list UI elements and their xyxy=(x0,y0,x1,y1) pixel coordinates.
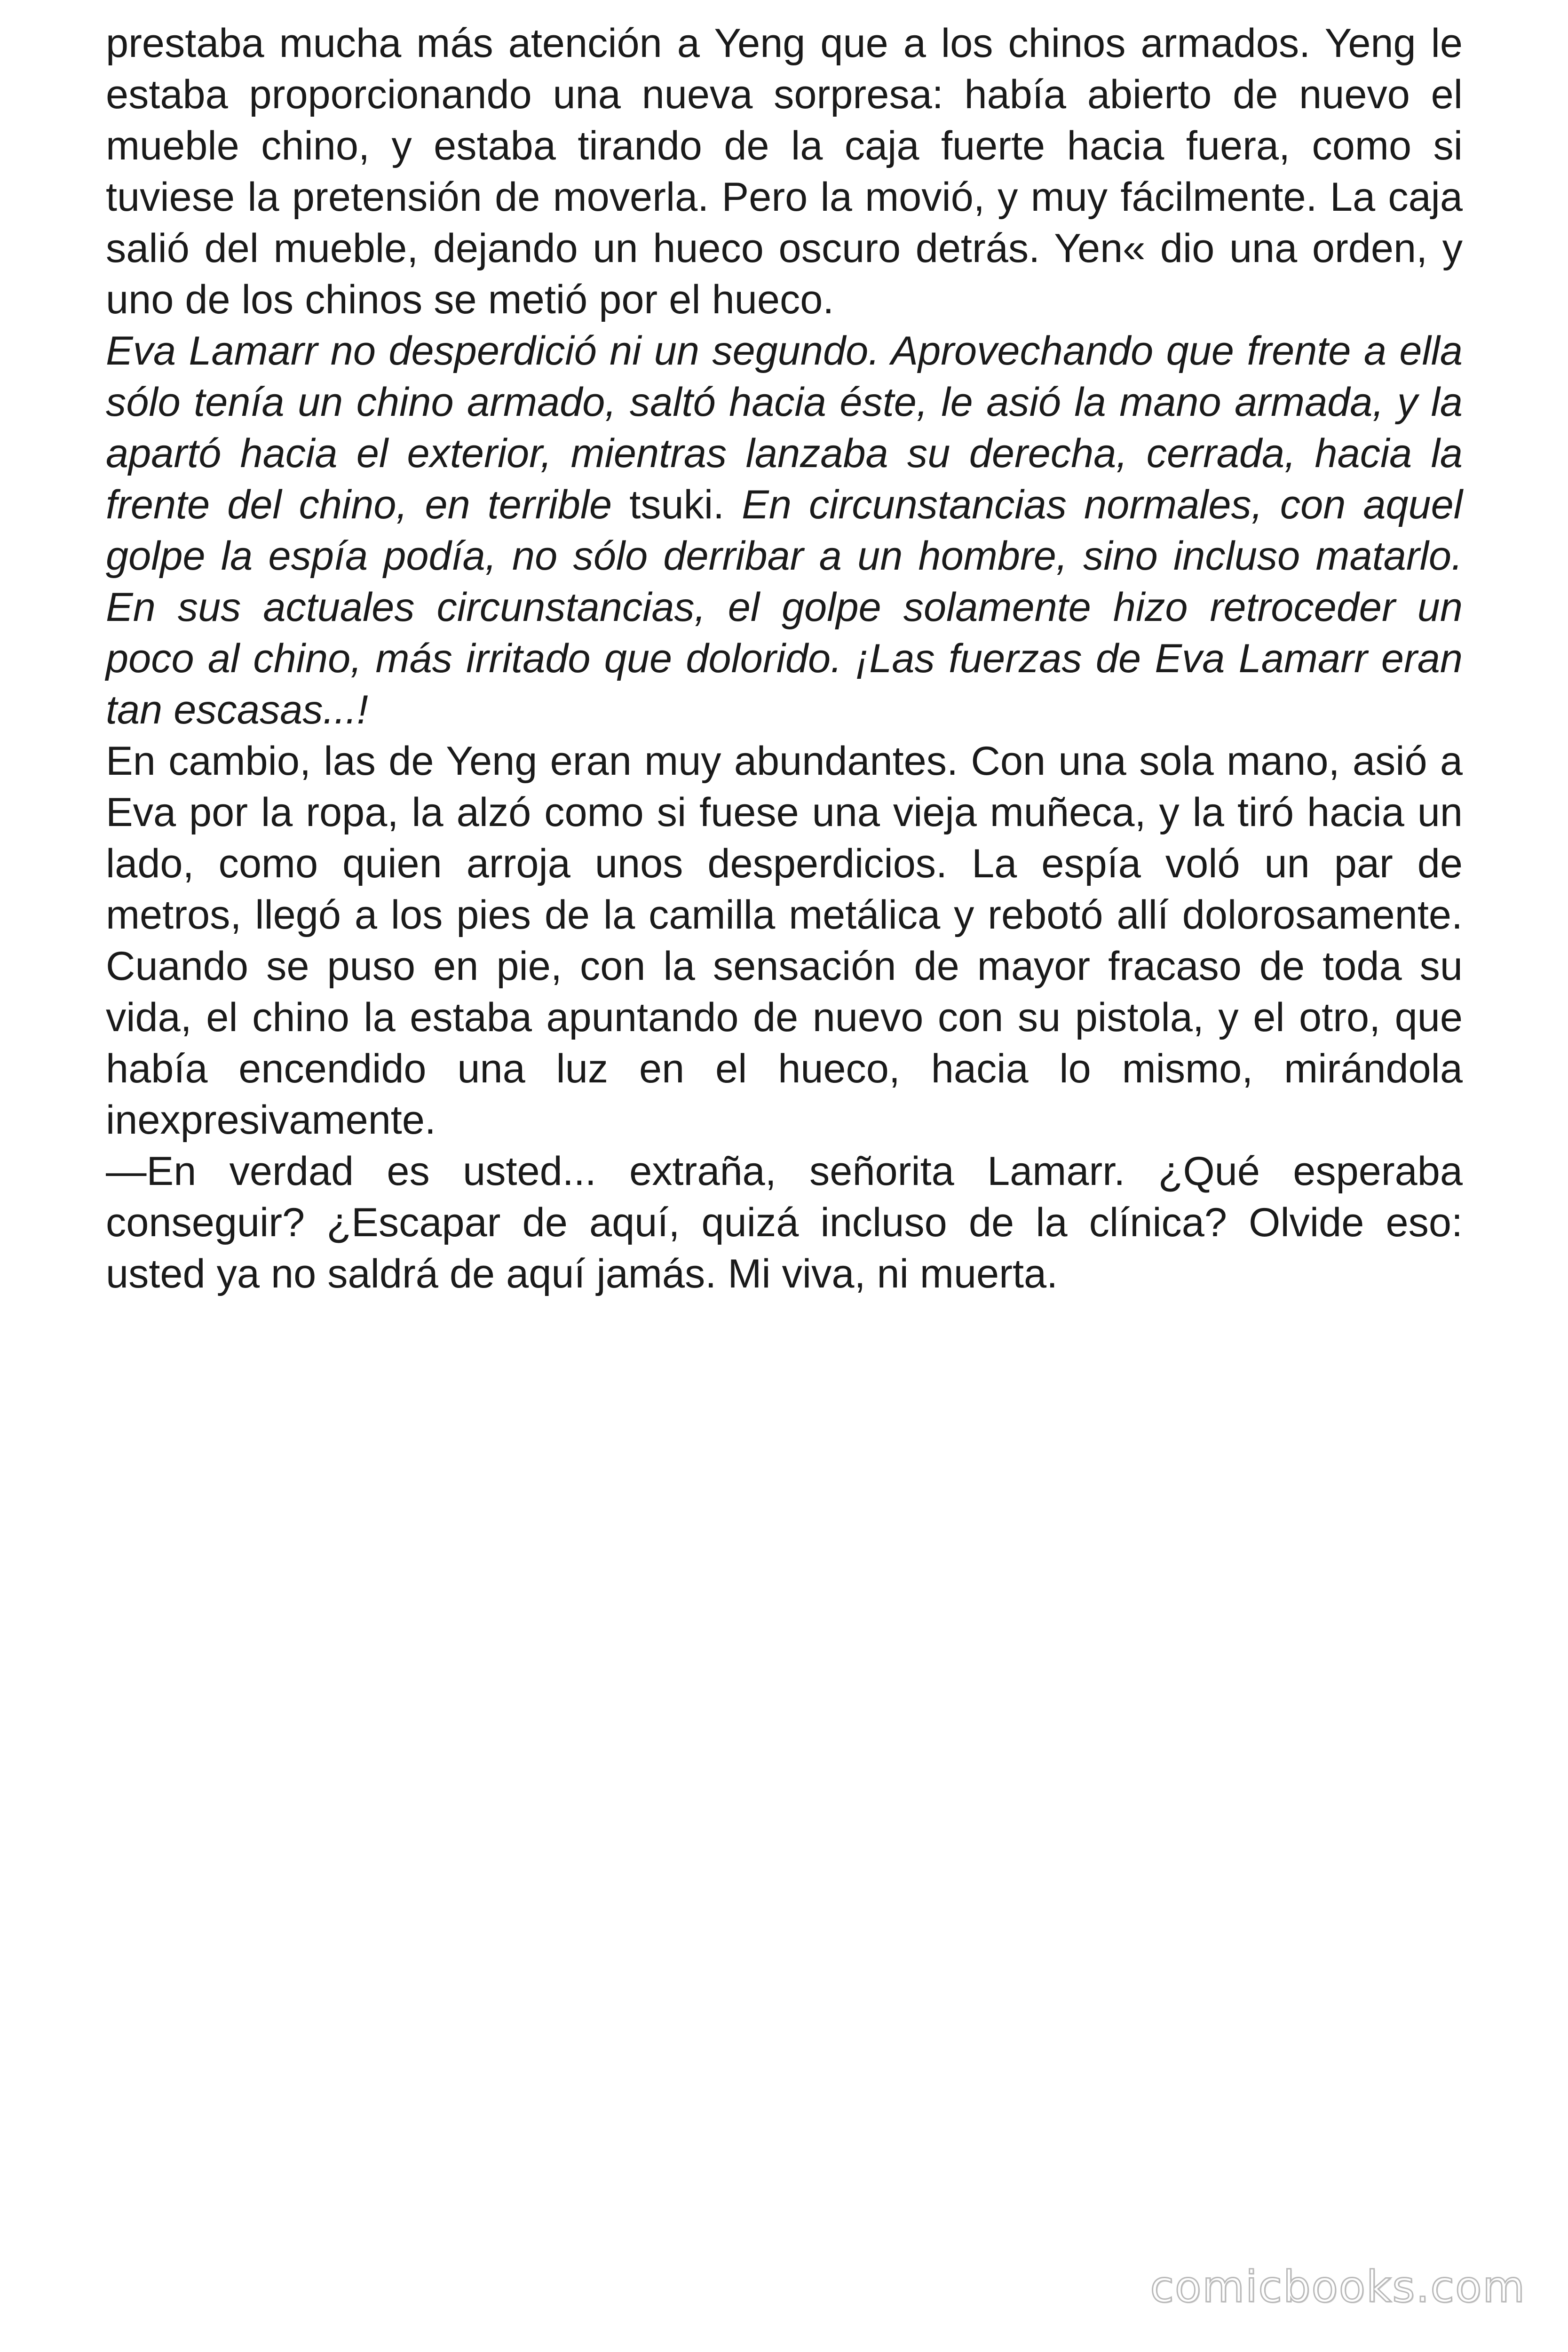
paragraph-2-text-after: En circunstancias normales, con aquel golpe la espía podía, no sólo derribar a un hombre, sino incluso matarlo. En sus actuales circunstancias, el golpe solamente hizo retroceder un poco al chino, más irritado que dolorido. ¡Las fuerzas de Eva Lamarr eran tan escasas...! xyxy=(106,482,1463,732)
watermark-logo: comicbooks.com xyxy=(1150,2262,1526,2312)
page-body xyxy=(106,18,1463,1300)
paragraph-4-dialogue: —En verdad es usted... extraña, señorita Lamarr. ¿Qué esperaba conseguir? ¿Escapar de aquí, quizá incluso de la clínica? Olvide eso: usted ya no saldrá de aquí jamás. Mi viva, ni muerta. xyxy=(106,1149,1463,1296)
paragraph-2-text-before: Eva Lamarr no desperdició ni un segundo. Aprovechando que frente a ella sólo tenía un chino armado, saltó hacia éste, le asió la mano armada, y la apartó hacia el exterior, mientras lanzaba su derecha, cerrada, hacia la frente del chino, en terrible xyxy=(106,328,1463,527)
paragraph-3: En cambio, las de Yeng eran muy abundantes. Con una sola mano, asió a Eva por la ropa, la alzó como si fuese una vieja muñeca, y la tiró hacia un lado, como quien arroja unos desperdicios. La espía voló un par de metros, llegó a los pies de la camilla metálica y rebotó allí dolorosamente. Cuando se puso en pie, con la sensación de mayor fracaso de toda su vida, el chino la estaba apuntando de nuevo con su pistola, y el otro, que había encendido una luz en el hueco, hacia lo mismo, mirándola inexpresivamente. xyxy=(106,739,1463,1143)
paragraph-2-italic xyxy=(106,326,1463,736)
paragraph-2-upright-word: tsuki. xyxy=(629,482,725,527)
paragraph-1: prestaba mucha más atención a Yeng que a los chinos armados. Yeng le estaba proporcionando una nueva sorpresa: había abierto de nuevo el mueble chino, y estaba tirando de la caja fuerte hacia fuera, como si tuviese la pretensión de moverla. Pero la movió, y muy fácilmente. La caja salió del mueble, dejando un hueco oscuro detrás. Yen« dio una orden, y uno de los chinos se metió por el hueco. xyxy=(106,21,1463,322)
